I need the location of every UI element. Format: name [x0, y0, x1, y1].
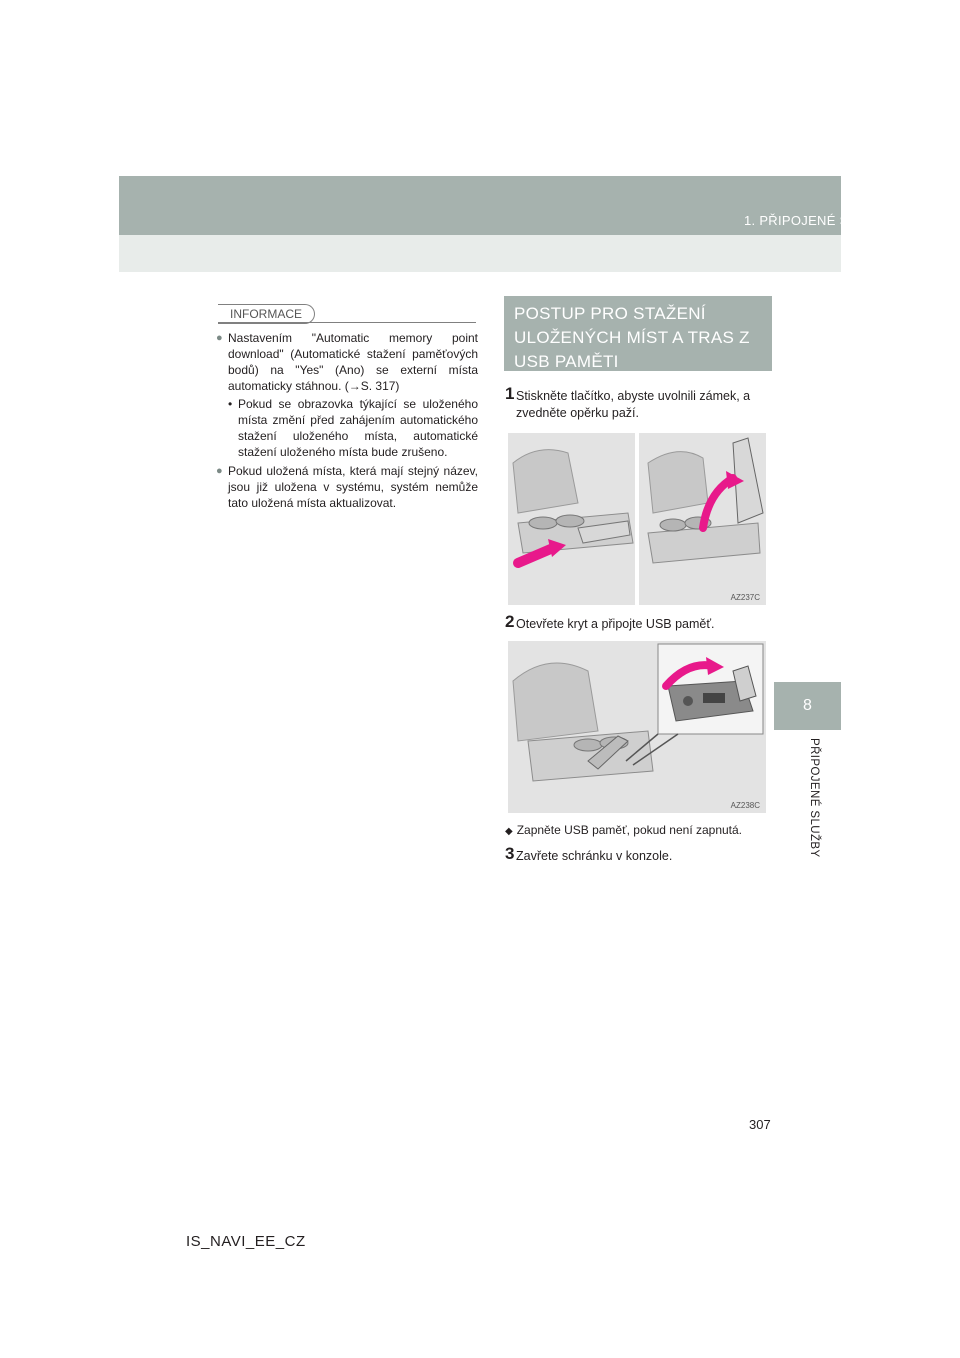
step-text: Otevřete kryt a připojte USB paměť.	[516, 617, 715, 631]
step-1	[505, 384, 775, 422]
step-2	[505, 612, 775, 633]
step-text: Zavřete schránku v konzole.	[516, 849, 673, 863]
chapter-side-label: PŘIPOJENÉ SLUŽBY	[808, 738, 820, 858]
note-text: Zapněte USB paměť, pokud není zapnutá.	[516, 823, 743, 837]
step-text: Stiskněte tlačítko, abyste uvolnili zámek, a zvedněte opěrku paží.	[516, 389, 751, 420]
diamond-icon: ◆	[505, 826, 513, 837]
step-3	[505, 844, 775, 865]
info-subitem	[228, 396, 478, 460]
info-label: INFORMACE	[218, 304, 315, 324]
section-heading: POSTUP PRO STAŽENÍ ULOŽENÝCH MÍST A TRAS Z USB PAMĚTI	[504, 296, 772, 371]
document-id: IS_NAVI_EE_CZ	[186, 1233, 306, 1250]
info-list	[216, 330, 478, 514]
figure-code: AZ237C	[730, 593, 760, 602]
step-number: 1	[505, 384, 515, 403]
info-item	[216, 330, 478, 460]
step-note	[505, 823, 777, 837]
usb-console-illustration	[508, 641, 766, 813]
info-item-text: Pokud uložená místa, která mají stejný název, jsou již uložena v systému, systém nemůže tato uložená místa aktualizovat.	[228, 464, 478, 510]
step-number: 3	[505, 844, 515, 863]
info-item-text: Nastavením "Automatic memory point download" (Automatické stažení paměťových bodů) na "Yes" (Ano) se externí místa automaticky stáhnou. (→S. 317)	[228, 331, 478, 393]
header-band	[119, 176, 841, 235]
header-subband	[119, 235, 841, 272]
chapter-tab: 8	[774, 682, 841, 730]
info-item	[216, 463, 478, 511]
usb-console-drawing	[508, 641, 766, 813]
figure-code: AZ238C	[730, 801, 760, 810]
info-subitem-text: Pokud se obrazovka týkající se uloženého místa změní před zahájením automatického stažení uloženého místa, automatické stažení uloženého místa bude zrušeno.	[238, 397, 478, 459]
step-number: 2	[505, 612, 515, 631]
section-header-title: 1. PŘIPOJENÉ SLUŽBY	[743, 213, 892, 228]
bullet-icon: ●	[216, 332, 223, 344]
bullet-icon: ●	[216, 465, 223, 477]
info-divider	[218, 322, 476, 323]
armrest-drawing	[508, 433, 766, 605]
dot-icon: •	[228, 397, 233, 411]
armrest-illustration	[508, 433, 766, 605]
page-number: 307	[749, 1117, 771, 1132]
